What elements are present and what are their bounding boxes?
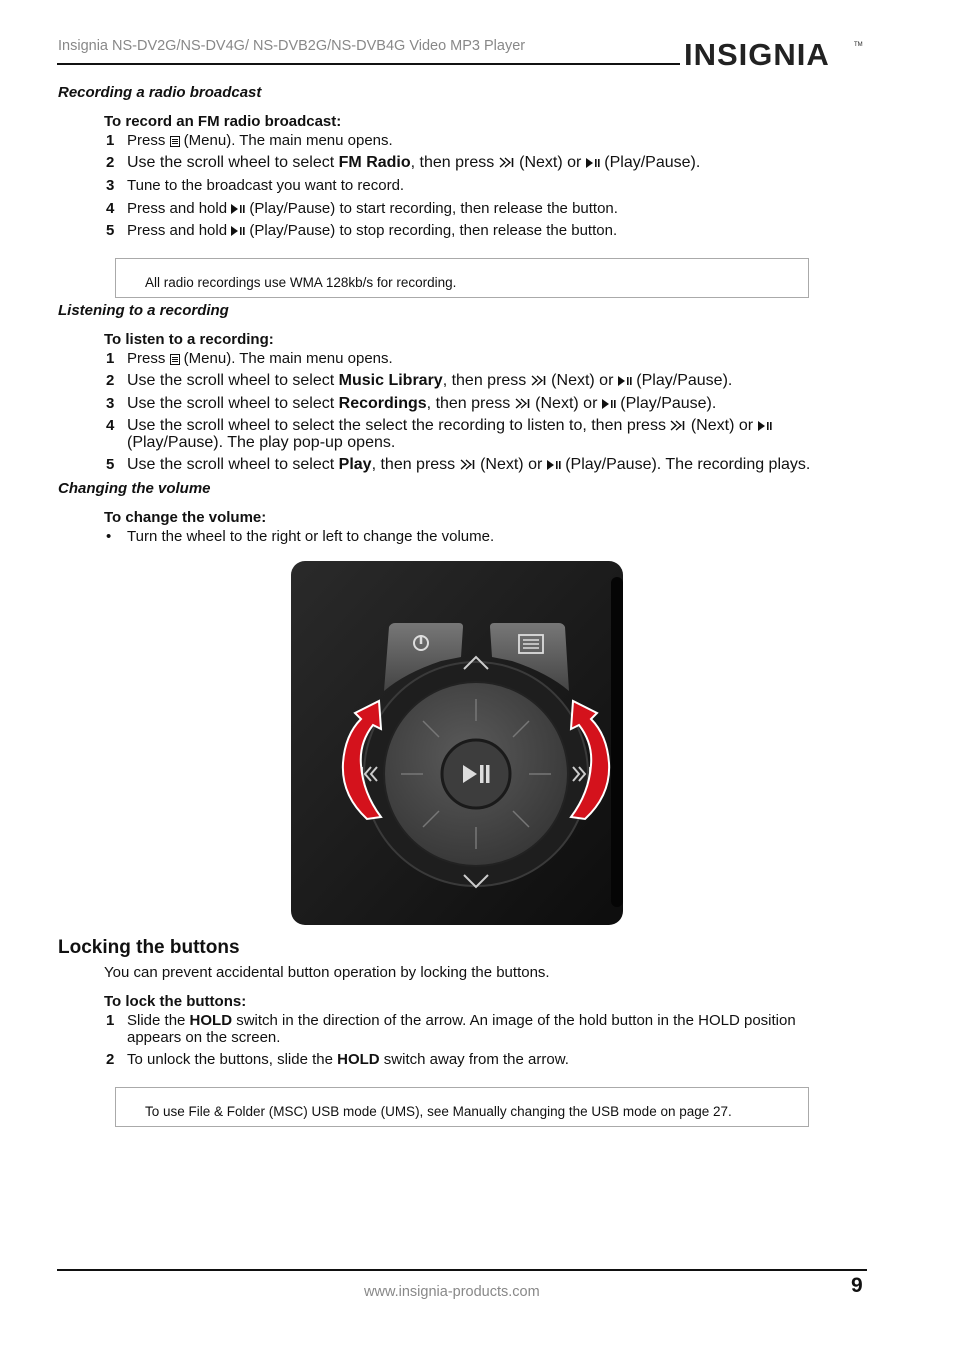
play-pause-icon	[602, 399, 616, 409]
next-icon	[670, 420, 686, 431]
header-rule	[57, 63, 680, 65]
menu-icon	[170, 354, 180, 365]
bullet: •	[106, 528, 112, 545]
footer-url: www.insignia-products.com	[364, 1284, 540, 1300]
next-icon	[460, 459, 476, 470]
play-pause-icon	[231, 204, 245, 214]
next-icon	[499, 157, 515, 168]
next-icon	[515, 398, 531, 409]
procedure-title-record: To record an FM radio broadcast:	[104, 113, 342, 130]
logo-text: INSIGNIA	[684, 37, 830, 72]
procedure-title-listen: To listen to a recording:	[104, 331, 274, 348]
note-text: To use File & Folder (MSC) USB mode (UMS), see Manually changing the USB mode on page 27.	[145, 1104, 732, 1119]
procedure-title-volume: To change the volume:	[104, 509, 267, 526]
logo-tm: TM	[854, 42, 863, 48]
procedure-title-lock: To lock the buttons:	[104, 993, 247, 1010]
play-pause-icon	[618, 376, 632, 386]
next-icon	[531, 375, 547, 386]
player-wheel-illustration	[291, 557, 629, 925]
section-heading-recording: Recording a radio broadcast	[58, 84, 262, 101]
menu-icon	[170, 136, 180, 147]
header-title: Insignia NS-DV2G/NS-DV4G/ NS-DVB2G/NS-DVB4G Video MP3 Player	[58, 38, 526, 54]
play-pause-icon	[758, 421, 772, 431]
section-heading-locking: Locking the buttons	[58, 937, 240, 958]
page-number: 9	[851, 1274, 863, 1297]
play-pause-icon	[547, 460, 561, 470]
section-heading-listening: Listening to a recording	[58, 302, 229, 319]
note-box	[115, 1087, 809, 1127]
note-text: All radio recordings use WMA 128kb/s for recording.	[145, 275, 457, 290]
play-pause-icon	[586, 158, 600, 168]
section-heading-volume: Changing the volume	[58, 480, 211, 497]
locking-intro: You can prevent accidental button operation by locking the buttons.	[104, 964, 550, 981]
insignia-logo	[684, 34, 864, 76]
note-box	[115, 258, 809, 298]
play-pause-icon	[231, 226, 245, 236]
footer-rule	[57, 1269, 867, 1271]
